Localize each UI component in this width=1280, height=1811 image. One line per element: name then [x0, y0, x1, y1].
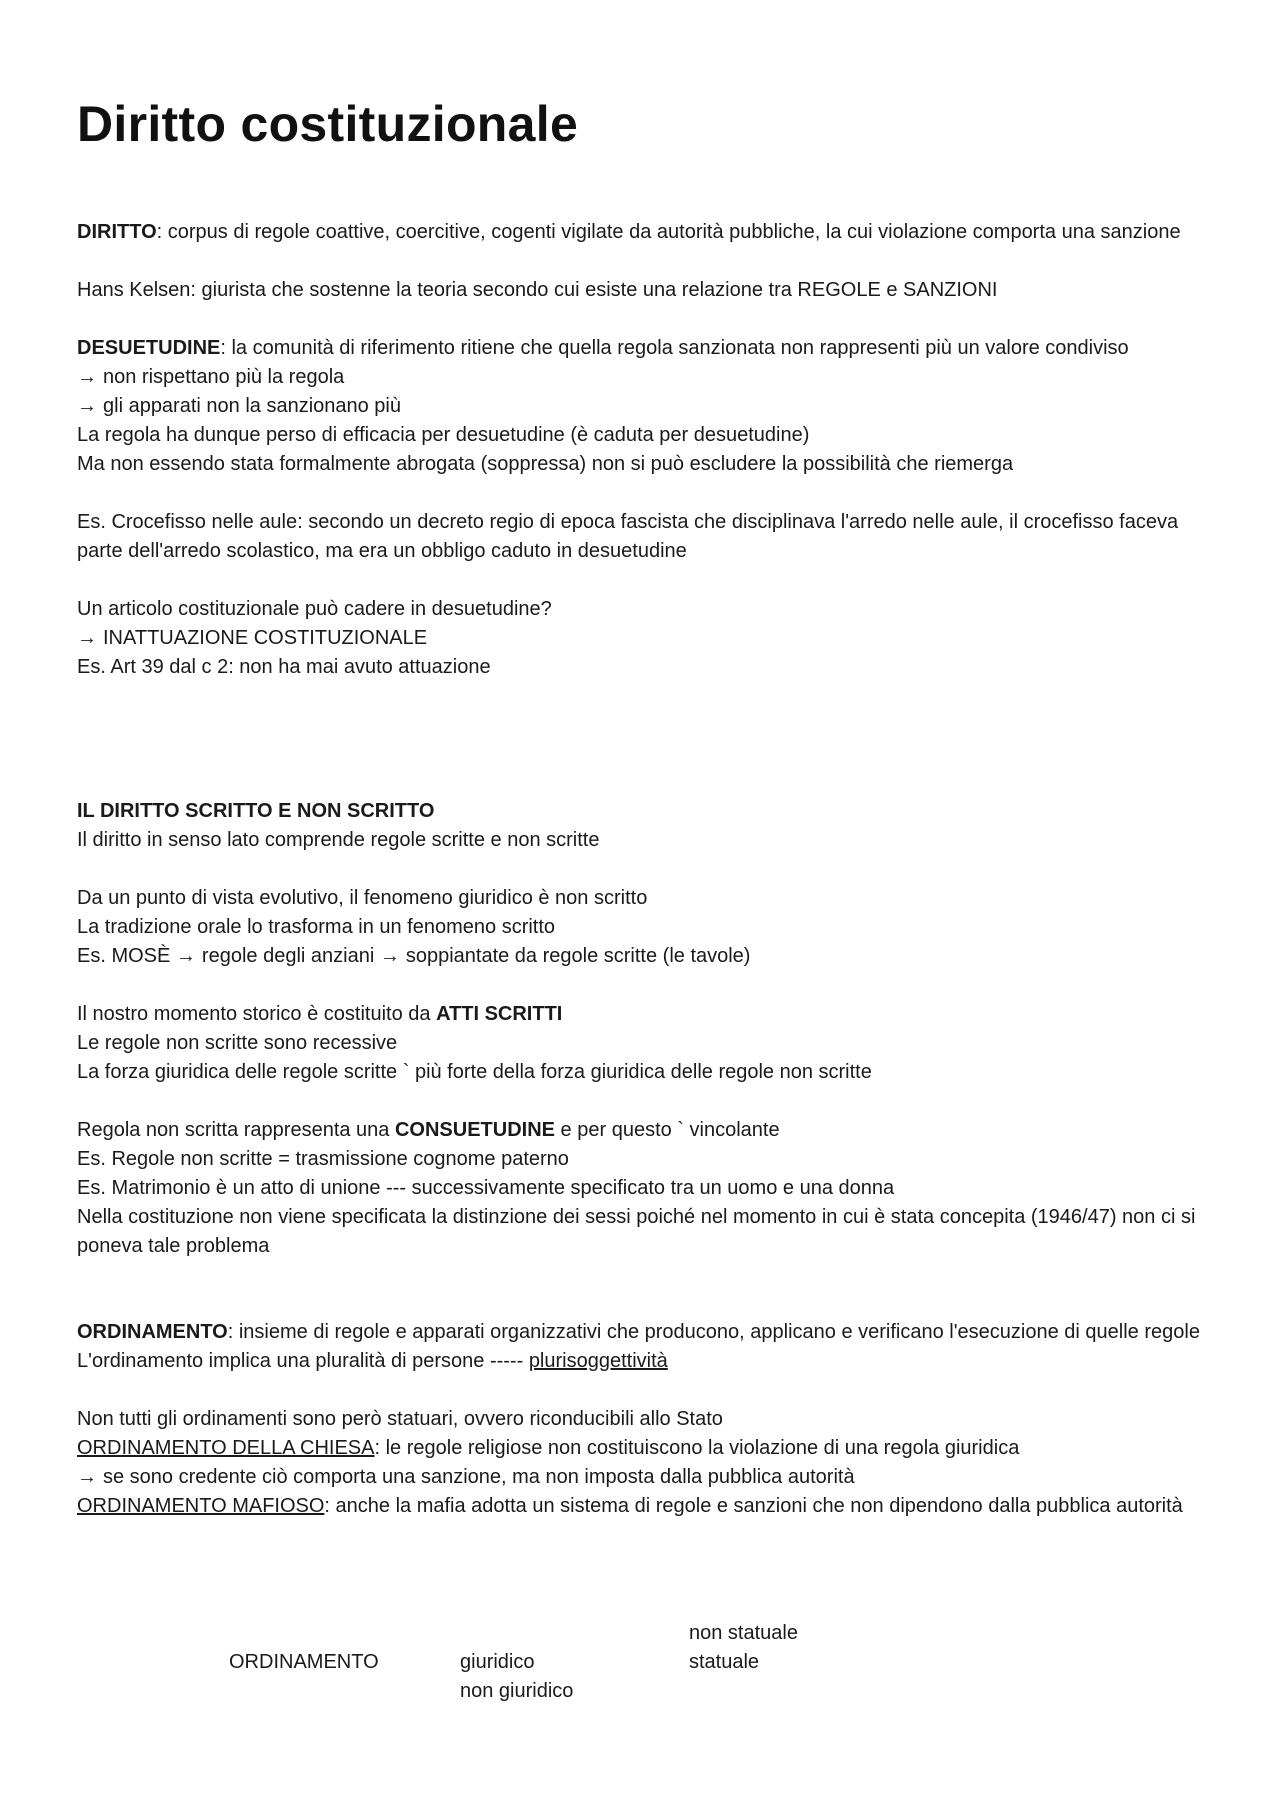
mafia-underlined: ORDINAMENTO MAFIOSO — [77, 1495, 325, 1517]
scritto-line: Da un punto di vista evolutivo, il fenomeno giuridico è non scritto — [77, 887, 648, 909]
section-heading — [77, 797, 1227, 826]
chiesa-text: : le regole religiose non costituiscono la violazione di una regola giuridica — [374, 1437, 1020, 1459]
arrow-right-icon: → — [379, 945, 400, 967]
bullet-text: INATTUAZIONE COSTITUZIONALE — [103, 627, 428, 649]
section-diritto-scritto — [77, 797, 1227, 1261]
page-title: Diritto costituzionale — [77, 96, 579, 152]
scritto-line: Es. Regole non scritte = trasmissione cognome paterno — [77, 1148, 569, 1170]
diritto-definition — [77, 218, 1227, 247]
desuetudine-definition — [77, 334, 1227, 363]
credente-bullet — [77, 1463, 1227, 1492]
scritto-intro: Il diritto in senso lato comprende regole scritte e non scritte — [77, 829, 600, 851]
scritto-line: Le regole non scritte sono recessive — [77, 1032, 398, 1054]
mose-text: soppiantate da regole scritte (le tavole) — [405, 945, 751, 967]
arrow-right-icon: → — [77, 627, 97, 649]
articolo-example: Es. Art 39 dal c 2: non ha mai avuto attuazione — [77, 656, 491, 678]
cons-text: Regola non scritta rappresenta una — [77, 1119, 395, 1141]
chiesa-line — [77, 1434, 1227, 1463]
arrow-right-icon: → — [77, 395, 97, 417]
mafia-text: : anche la mafia adotta un sistema di regole e sanzioni che non dipendono dalla pubblica autorità — [324, 1495, 1183, 1517]
mafia-line — [77, 1492, 1227, 1521]
arrow-right-icon: → — [77, 1466, 97, 1488]
atti-bold: ATTI SCRITTI — [436, 1003, 563, 1025]
desuetudine-bullet — [77, 392, 1227, 421]
cons-text: e per questo ` vincolante — [555, 1119, 780, 1141]
ordinamento-definition — [77, 1318, 1227, 1347]
tree-root: ORDINAMENTO — [229, 1651, 379, 1673]
statuari-line: Non tutti gli ordinamenti sono però statuari, ovvero riconducibili allo Stato — [77, 1408, 723, 1430]
kelsen-line: Hans Kelsen: giurista che sostenne la teoria secondo cui esiste una relazione tra REGOLE e SANZIONI — [77, 279, 998, 301]
tree-giuridico: giuridico — [460, 1651, 535, 1673]
heading-text: IL DIRITTO SCRITTO E NON SCRITTO — [77, 800, 435, 822]
section-ordinamento — [77, 1318, 1227, 1521]
diritto-def-text: : corpus di regole coattive, coercitive, cogenti vigilate da autorità pubbliche, la cui violazione comporta una sanzione — [156, 221, 1181, 243]
bullet-text: se sono credente ciò comporta una sanzione, ma non imposta dalla pubblica autorità — [103, 1466, 855, 1488]
desuetudine-def-text: : la comunità di riferimento ritiene che quella regola sanzionata non rappresenti più un valore condiviso — [220, 337, 1129, 359]
consuetudine-line — [77, 1116, 1227, 1145]
mose-text: Es. MOSÈ — [77, 945, 171, 967]
cons-bold: CONSUETUDINE — [394, 1119, 555, 1141]
atti-scritti-line — [77, 1000, 1227, 1029]
arrow-right-icon: → — [77, 366, 97, 388]
crocefisso-example: Es. Crocefisso nelle aule: secondo un decreto regio di epoca fascista che disciplinava l'arredo nelle aule, il crocefisso faceva parte dell'arredo scolastico, ma era un obbligo caduto in desuetudine — [77, 511, 1179, 562]
mose-text: regole degli anziani — [201, 945, 375, 967]
section-diritto — [77, 218, 1227, 682]
desuetudine-term: DESUETUDINE — [77, 337, 221, 359]
arrow-right-icon: → — [175, 945, 196, 967]
scritto-line: Nella costituzione non viene specificata la distinzione dei sessi poiché nel momento in cui è stata concepita (1946/47) non ci si poneva tale problema — [77, 1206, 1196, 1257]
ordinamento-term: ORDINAMENTO — [77, 1321, 228, 1343]
tree-statuale: statuale — [689, 1651, 760, 1673]
desuetudine-line: Ma non essendo stata formalmente abrogata (soppressa) non si può escludere la possibilità che riemerga — [77, 453, 1014, 475]
scritto-line: La forza giuridica delle regole scritte ` più forte della forza giuridica delle regole non scritte — [77, 1061, 872, 1083]
tree-non-giuridico: non giuridico — [460, 1680, 574, 1702]
pluri-text: L'ordinamento implica una pluralità di persone ----- — [77, 1350, 529, 1372]
ordinamento-def-text: : insieme di regole e apparati organizzativi che producono, applicano e verificano l'esecuzione di quelle regole — [227, 1321, 1200, 1343]
desuetudine-bullet — [77, 363, 1227, 392]
mose-example — [77, 942, 1227, 971]
atti-text: Il nostro momento storico è costituito da — [77, 1003, 437, 1025]
chiesa-underlined: ORDINAMENTO DELLA CHIESA — [77, 1437, 375, 1459]
articolo-question: Un articolo costituzionale può cadere in desuetudine? — [77, 598, 552, 620]
articolo-bullet — [77, 624, 1227, 653]
pluri-line — [77, 1347, 1227, 1376]
scritto-line: Es. Matrimonio è un atto di unione --- successivamente specificato tra un uomo e una donna — [77, 1177, 895, 1199]
tree-non-statuale: non statuale — [689, 1622, 798, 1644]
desuetudine-line: La regola ha dunque perso di efficacia per desuetudine (è caduta per desuetudine) — [77, 424, 810, 446]
diritto-term: DIRITTO — [77, 221, 157, 243]
pluri-underlined: plurisoggettività — [528, 1350, 668, 1372]
bullet-text: gli apparati non la sanzionano più — [103, 395, 401, 417]
bullet-text: non rispettano più la regola — [103, 366, 345, 388]
scritto-line: La tradizione orale lo trasforma in un fenomeno scritto — [77, 916, 556, 938]
